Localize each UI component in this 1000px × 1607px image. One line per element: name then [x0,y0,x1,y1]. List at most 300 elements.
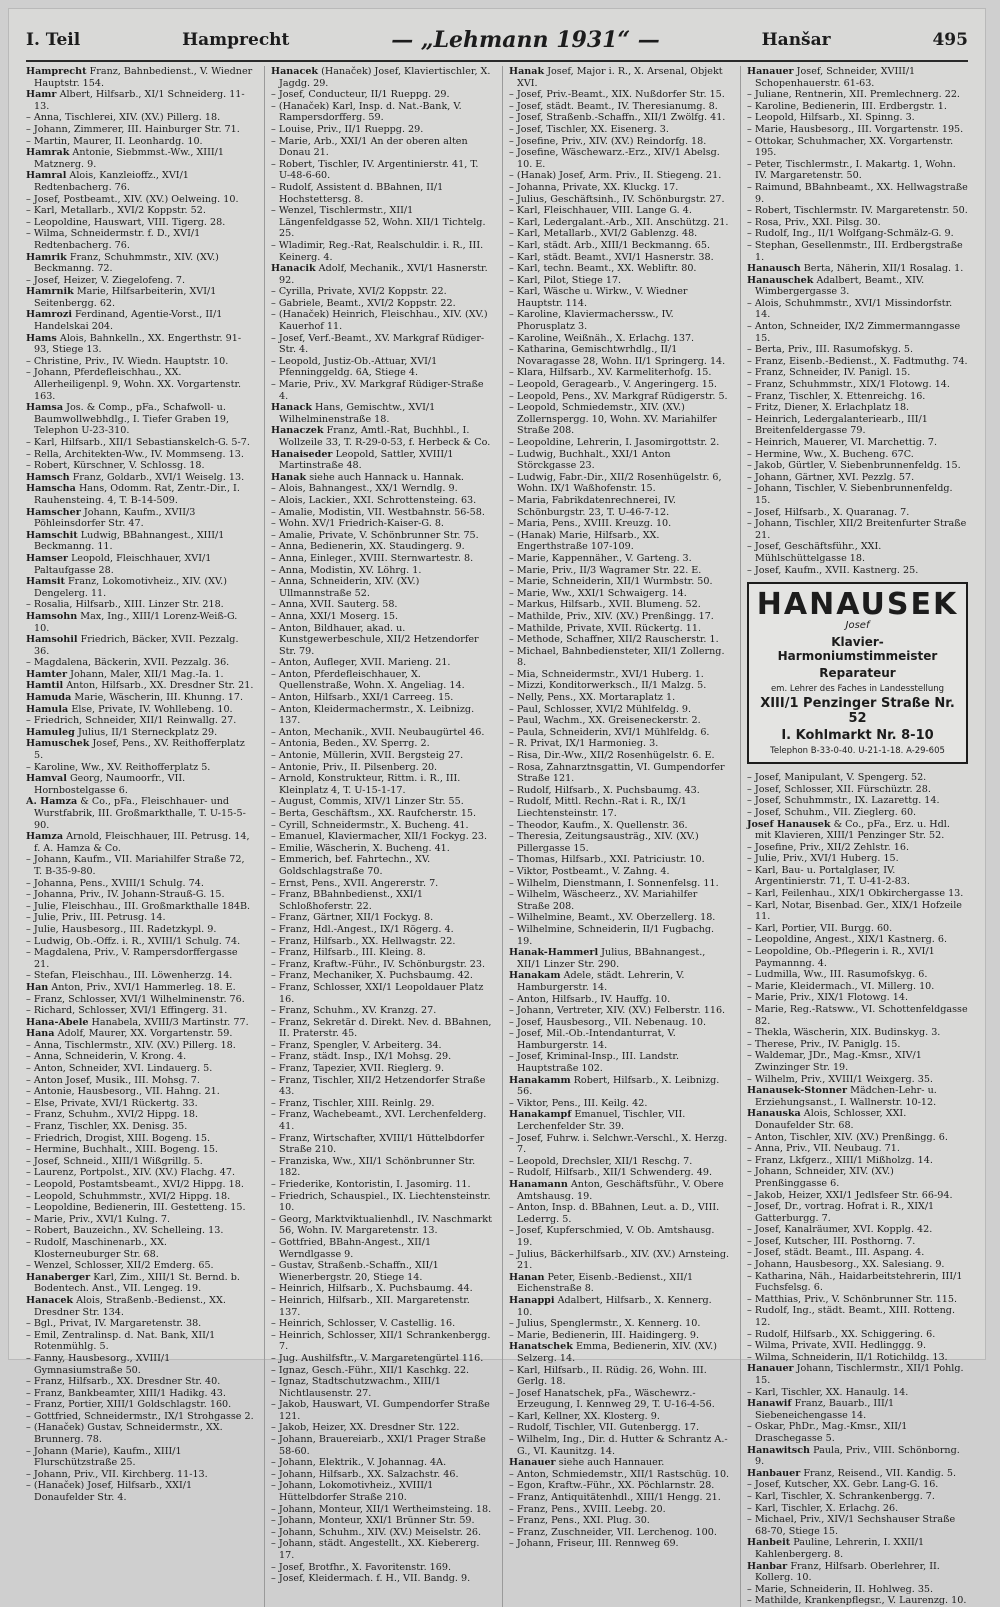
entry-text: – Marie, Bedienerin, III. Haidingerg. 9. [509,1329,700,1341]
entry-surname: Hams [26,332,57,344]
entry-text: Mädchen-Lehr- u. Erziehungsanst., I. Wallnerstr. 10-12. [755,1085,937,1108]
entry-text: – Josef, Schneid., XIII/1 Wißgrillg. 5. [26,1155,203,1167]
directory-entry [747,981,968,993]
directory-entry [271,936,492,948]
entry-text: – Jakob, Hauswart, VI. Gumpendorfer Straße 121. [271,1399,490,1422]
directory-entry [747,1166,968,1189]
directory-entry [509,112,730,124]
entry-text: – Mizzi, Konditorwerksch., II/1 Malzg. 5. [509,680,707,692]
directory-entry [747,992,968,1004]
directory-entry [509,437,730,449]
directory-entry [271,1573,492,1585]
directory-entry [509,565,730,577]
entry-text: Berta, Näherin, XII/1 Rosalag. 1. [803,263,964,275]
directory-entry [747,946,968,969]
entry-surname: Hamrak [26,147,70,159]
entry-text: Alois, Kanzleioffz., XVI/1 Redtenbacherg. 76. [34,170,189,193]
directory-entry [271,472,492,484]
directory-entry [509,495,730,518]
entry-text: – Franz, Schneider, IV. Panigl. 15. [747,367,911,379]
directory-entry [509,994,730,1006]
entry-text: – Josef, Hausbesorg., VII. Nebenaug. 10. [509,1016,707,1028]
directory-entry [509,796,730,819]
directory-entry [509,182,730,194]
entry-text: – Christine, Priv., IV. Wiedn. Hauptstr. 10. [26,355,229,367]
entry-text: – Antonie, Müllerin, XVII. Bergsteig 27. [271,750,464,762]
directory-entry [26,831,254,854]
directory-entry [747,1537,968,1560]
directory-entry [509,623,730,635]
entry-text: – Johann, Gärtner, XVI. Pezzlg. 57. [747,471,915,483]
directory-entry [26,692,254,704]
entry-text: – Robert, Kürschner, V. Schlossg. 18. [26,460,205,472]
entry-text: – Mathilde, Priv., XIV. (XV.) Prenßingg. 17. [509,610,714,622]
directory-entry [271,1318,492,1330]
entry-text: Johann, Kaufm., XVII/3 Pöhleinsdorfer Str. 47. [34,506,196,530]
directory-entry [747,1561,968,1584]
directory-entry [509,1365,730,1388]
entry-text: – Robert, Tischlermstr. IV. Margaretenstr. 50. [747,205,968,217]
directory-entry [26,1202,254,1214]
directory-entry [26,912,254,924]
directory-entry [747,1445,968,1468]
entry-text: Ludwig, BBahnangest., XIII/1 Beckmanng. 11. [34,529,225,553]
entry-surname: Hanauer [509,1457,556,1469]
directory-entry [26,1109,254,1121]
entry-text: – Anna, Modistin, XV. Löhrg. 1. [271,564,422,576]
directory-entry [26,1318,254,1330]
entry-text: – Franz, Sekretär d. Direkt. Nev. d. BBahnen, II. Praterstr. 45. [271,1016,492,1040]
entry-text: – Leopold, Schmiedemstr., XIV. (XV.) Zollernspergg. 10, Wohn. XV. Mariahilfer Straße 208. [509,402,717,437]
entry-text: – Rella, Architekten-Ww., IV. Mommseng. 13. [26,448,244,460]
entry-text: – Johann, Hausbesorg., XX. Salesiang. 9. [747,1259,945,1271]
entry-text: – Leopold, Hilfsarb., XI. Spinng. 3. [747,112,915,124]
directory-entry [509,263,730,275]
entry-text: – Marie, Priv., XVI/1 Kulng. 7. [26,1213,171,1225]
directory-entry [271,1562,492,1574]
entry-text: Else, Private, IV. Wohllebeng. 10. [71,703,233,715]
entry-text: Franz, Hilfsarb. Oberlehrer, II. Kollerg. 10. [755,1560,940,1584]
entry-text: – Anna, XVII. Sauterg. 58. [271,599,398,611]
entry-text: – (Hanak) Josef, Arm. Priv., II. Stiegeng. 21. [509,170,722,182]
entry-text: – Anton, Bildhauer, akad. u. Kunstgewerbeschule, XII/2 Hetzendorfer Str. 79. [271,622,479,657]
entry-text: Paula, Priv., VIII. Schönborng. 9. [755,1444,960,1468]
directory-entry [509,1492,730,1504]
directory-entry [271,1457,492,1469]
entry-text: – Karl, Metallarb., XVI/2 Gablenzg. 48. [509,228,698,240]
entry-text: Anton, Priv., XVI/1 Hammerleg. 18. E. [51,981,236,993]
entry-text: – Gustav, Straßenb.-Schaffn., XII/1 Wienerbergstr. 20, Stiege 14. [271,1260,439,1283]
directory-entry [271,1295,492,1318]
entry-text: – Karl, Ledergalant.-Arb., XII. Anschützg. 21. [509,216,729,228]
entry-text: – Franz, Pens., XVIII. Leebg. 20. [509,1503,666,1515]
entry-text: – Karl, städt. Beamt., XVI/1 Hasnerstr. 38. [509,251,714,263]
directory-entry [509,611,730,623]
directory-entry [271,66,492,89]
directory-entry [747,1595,968,1607]
entry-text: – Josef, Kleidermach. f. H., VII. Bandg. 9. [271,1573,471,1585]
column-1 [26,66,254,1607]
directory-entry [26,402,254,437]
directory-entry [747,101,968,113]
entry-text: – Julie, Fleischhau., III. Großmarkthalle 184B. [26,900,251,912]
directory-entry [747,1271,968,1294]
directory-entry [271,1109,492,1132]
entry-text: – Wenzel, Tischlermstr., XII/1 Längenfeldgasse 52, Wohn. XII/1 Tichtelg. 25. [271,205,486,240]
entry-surname: Hanak [271,471,307,483]
keyword-right: Hanšar [761,30,831,50]
entry-text: – Karl, Wäsche u. Wirkw., V. Wiedner Hauptstr. 114. [509,286,688,309]
entry-surname: Hamprecht [26,66,87,77]
entry-text: – Karl, Hilfsarb., XII/1 Sebastianskelch-G. 5-7. [26,437,250,448]
entry-text: – Josef, Brotfhr., X. Favoritenstr. 169. [271,1561,452,1573]
directory-entry [509,240,730,252]
directory-entry [26,1156,254,1168]
entry-text: – Karoline, Weißnäh., X. Erlachg. 137. [509,332,695,344]
entry-text: – Leopoldine, Bedienerin, III. Gestetteng. 15. [26,1202,246,1214]
directory-entry [26,89,254,112]
entry-text: – Franz, Tapezier, XVII. Rieglerg. 9. [271,1063,445,1075]
entry-text: – Antonie, Hausbesorg., VII. Hahng. 21. [26,1086,220,1098]
entry-text: – Gottfried, BBahn-Angest., XII/1 Werndlgasse 9. [271,1236,432,1260]
entry-text: – Ignaz, Stadtschutzwachm., XIII/1 Nichtlausenstr. 27. [271,1376,441,1399]
directory-entry [509,1017,730,1029]
entry-text: – Karl, Hilfsarb., II. Rüdig. 26, Wohn. III. Gerlg. 18. [509,1364,707,1388]
directory-entry [509,912,730,924]
entry-text: – Josefine, Wäschewarz.-Erz., XIV/1 Abelsg. 10. E. [509,147,720,170]
entry-text: – Wilma, Schneiderin, II/1 Rotichildg. 13. [747,1351,948,1363]
directory-entry [747,356,968,368]
directory-entry [26,112,254,124]
directory-entry [509,727,730,739]
ad-trade-2: Reparateur [819,666,896,681]
directory-entry [26,1086,254,1098]
entry-text: – Johann, Kaufm., VII. Mariahilfer Straße 72, T. B-35-9-80. [26,854,245,877]
entry-text: – Hermine, Buchhalt., XIII. Bogeng. 15. [26,1144,218,1156]
entry-text: Marie, Hilfsarbeiterin, XVI/1 Seitenbergg. 62. [34,286,217,309]
entry-text: – Stefan, Fleischhau., III. Löwenherzg. 14. [26,970,233,982]
directory-entry [509,1167,730,1179]
directory-entry [271,1469,492,1481]
directory-entry [271,669,492,692]
entry-text: – Theodor, Kaufm., X. Quellenstr. 36. [509,819,688,831]
entry-text: – Anna, Tischlerei, XIV. (XV.) Pillerg. 18. [26,112,221,124]
directory-entry [26,472,254,484]
directory-entry [26,704,254,716]
directory-entry [747,1236,968,1248]
directory-entry [26,1469,254,1481]
entry-text: Franz, Bahnbedienst., V. Wiedner Hauptstr. 154. [34,66,253,89]
entry-text: – Heinrich, Hilfsarb., XII. Margaretenstr. 137. [271,1294,470,1318]
entry-text: Alois, Bahnkelln., XX. Engerthstr. 91-93, Stiege 13. [34,332,242,356]
directory-entry [26,762,254,774]
directory-entry [509,367,730,379]
directory-entry [271,704,492,727]
entry-text: Leopold, Fleischhauer, XVI/1 Paltaufgasse 28. [34,552,212,576]
entry-text: Leopold, Sattler, XVIII/1 Martinstraße 48. [279,448,454,472]
directory-entry [509,750,730,762]
entry-text: – Jakob, Heizer, XX. Dresdner Str. 122. [271,1422,460,1434]
directory-entry [747,159,968,182]
directory-entry [271,750,492,762]
entry-surname: Hanack [271,402,312,414]
entry-text: Friedrich, Bäcker, XVII. Pezzalg. 36. [34,634,239,657]
entry-text: – Julius, Geschäftsinh., IV. Schönburgstr. 27. [509,193,725,205]
entry-text: – Johann, Friseur, III. Rennweg 69. [509,1538,679,1550]
directory-entry [509,970,730,993]
directory-page [8,8,986,1607]
entry-text: – Johann, Lokomotivheiz., XVIII/1 Hüttelbdorfer Straße 210. [271,1480,434,1504]
directory-entry [271,379,492,402]
entry-surname: Hanauer [747,1363,794,1375]
directory-entry [26,437,254,449]
directory-entry [747,1387,968,1399]
directory-entry [26,970,254,982]
directory-entry [26,367,254,402]
entry-text: – Katharina, Näh., Haidarbeitstehrerin, III/1 Fuchsfelsg. 6. [747,1270,963,1294]
directory-entry [271,124,492,136]
directory-entry [271,599,492,611]
entry-text: – Johann (Marie), Kaufm., XIII/1 Flurschützstraße 25. [26,1445,182,1469]
directory-entry [26,878,254,890]
entry-surname: Hanawitsch [747,1444,811,1456]
entry-text: – Josef, Kriminal-Insp., III. Landstr. Hauptstraße 102. [509,1051,679,1075]
entry-text: Adalbert, Hilfsarb., X. Kennerg. 10. [517,1294,712,1318]
directory-entry [26,483,254,506]
entry-text: – Anton, Schmiedemstr., XII/1 Rastschüg. 10. [509,1468,730,1480]
page-header [26,20,968,60]
directory-entry [271,483,492,495]
entry-text: – Viktor, Postbeamt., V. Zahng. 4. [509,865,670,877]
directory-entry [26,936,254,948]
directory-entry [747,1421,968,1444]
entry-text: – Richard, Schlosser, XVI/1 Effingerg. 31. [26,1005,228,1017]
directory-entry [747,1050,968,1073]
entry-text: – Karoline, Bedienerin, III. Erdbergstr. 1. [747,100,947,112]
entry-text: – Franz, Tischler, XIII. Reinlg. 29. [271,1097,435,1109]
directory-entry [747,541,968,564]
entry-text: – Johanna, Pens., XVIII/1 Schulg. 74. [26,877,204,889]
entry-text: – Josef, Conducteur, II/1 Rueppg. 29. [271,89,450,101]
entry-text: – Josef, Manipulant, V. Spengerg. 52. [747,772,927,784]
directory-entry [747,1039,968,1051]
directory-entry [271,518,492,530]
entry-text: – Anton Josef, Musik., III. Mohsg. 7. [26,1074,200,1086]
directory-entry [509,634,730,646]
entry-text: – Robert, Bauzeichn., XV. Schelleing. 13. [26,1225,224,1237]
directory-entry [271,1133,492,1156]
entry-text: – Else, Private, XVI/1 Rückertg. 33. [26,1097,198,1109]
directory-entry [747,1491,968,1503]
entry-surname: Hanauschek [747,274,814,286]
directory-entry [271,623,492,658]
entry-text: – Josef, Schlosser, XII. Fürschüztr. 28. [747,783,931,795]
directory-entry [509,1272,730,1295]
entry-text: – Josef, städt. Beamt., IV. Theresianumg. 8. [509,100,718,112]
entry-text: – Leopold, Justiz-Ob.-Attuar, XVI/1 Pfenninggeldg. 6A, Stiege 4. [271,355,438,379]
section-label: I. Teil [26,30,81,50]
directory-entry [271,298,492,310]
entry-text: – Arnold, Konstrukteur, Rittm. i. R., III. Kleinplatz 4, T. U-15-1-17. [271,773,461,796]
entry-text: Peter, Eisenb.-Bedienst., XII/1 Eichenstraße 8. [517,1271,694,1295]
directory-entry [747,772,968,784]
entry-text: – Josef, Fuhrw. i. Selchwr.-Verschl., X. Herzg. 7. [509,1132,728,1156]
entry-text: Adele, städt. Lehrerin, V. Hamburgerstr. 14. [517,970,685,993]
directory-entry [26,1214,254,1226]
directory-entry [271,831,492,843]
entry-text: – Julie, Priv., III. Petrusg. 14. [26,912,166,924]
entry-text: – Franz, Schuhmmstr., XIX/1 Flotowg. 14. [747,379,950,391]
ad-address-2: I. Kohlmarkt Nr. 8-10 [781,728,934,744]
entry-surname: Hanamann [509,1179,568,1190]
entry-text: – Franz, Tischler, XII/2 Hetzendorfer Straße 43. [271,1074,486,1098]
entry-text: – Franz, Schuhm., XV. Kranzg. 27. [271,1005,437,1017]
entry-text: – Franz, Bankbeamter, XIII/1 Hadikg. 43. [26,1387,226,1399]
directory-entry [747,565,968,577]
directory-entry [747,900,968,923]
directory-entry [509,1156,730,1168]
directory-entry [271,101,492,124]
entry-text: – Anton, Pferdefleischhauer, X. Quellenstraße, Wohn. X. Angeliag. 14. [271,668,465,692]
entry-text: – Michael, Bahnbediensteter, XII/1 Zollerng. 8. [509,645,725,669]
entry-text: Anton, Geschäftsführ., V. Obere Amtshausg. 19. [517,1179,724,1202]
entry-text: – Julie, Priv., XVI/1 Huberg. 15. [747,853,899,865]
directory-entry [26,1063,254,1075]
entry-text: – Katharina, Gemischtwrhdlg., II/1 Novaragasse 28, Wohn. II/1 Springerg. 14. [509,344,726,367]
entry-text: – Ottokar, Schuhmacher, XX. Vorgartenstr. 195. [747,135,954,159]
directory-entry [26,796,254,831]
directory-entry [509,286,730,309]
entry-text: – Josef, Kutscher, III. Posthorng. 7. [747,1235,916,1247]
entry-text: – Alois, Schuhmmstr., XVI/1 Missindorfstr. 14. [747,297,953,321]
entry-text: – Franz, Zuschneider, VII. Lerchenog. 100. [509,1526,717,1538]
entry-text: – Josef, Geschäftsführ., XXI. Mühlschüttelgasse 18. [747,541,882,564]
entry-surname: Hanausek-Stonner [747,1085,848,1097]
header-rule [26,60,968,62]
entry-text: Josef, Pens., XV. Reithofferplatz 5. [34,738,245,762]
entry-text: – Josef, städt. Beamt., III. Aspang. 4. [747,1247,925,1259]
entry-text: Franz, Goldarb., XVI/1 Weiselg. 13. [72,471,245,483]
entry-text: – Marie, Priv., XV. Markgraf Rüdiger-Straße 4. [271,379,484,402]
directory-entry [26,252,254,275]
entry-text: – Rudolf, Hilfsarb., X. Puchsbaumg. 43. [509,784,700,796]
entry-text: – Leopold, Drechsler, XII/1 Reschg. 7. [509,1155,693,1167]
directory-entry [747,414,968,437]
directory-entry [509,553,730,565]
directory-entry [747,1247,968,1259]
entry-surname: Hamval [26,773,67,785]
directory-entry [747,784,968,796]
entry-text: – Franz, BBahnbedienst., XXI/1 Schloßhoferstr. 22. [271,889,423,912]
directory-entry [271,1063,492,1075]
directory-entry [26,947,254,970]
directory-entry [509,518,730,530]
entry-text: – Emanuel, Klaviermacher, XII/1 Fockyg. 23. [271,831,488,843]
entry-text: – Friedrich, Schauspiel., IX. Liechtensteinstr. 10. [271,1190,491,1214]
directory-entry [747,124,968,136]
entry-text: – Franz, Hilfsarb., XX. Hellwagstr. 22. [271,935,456,947]
directory-entry [271,1376,492,1399]
directory-entry [271,843,492,855]
entry-text: – Emil, Zentralinsp. d. Nat. Bank, XII/1 Rotenmühlg. 5. [26,1329,216,1353]
directory-entry [747,934,968,946]
entry-text: – Viktor, Pens., III. Keilg. 42. [509,1097,648,1109]
entry-text: – Karl, Kellner, XX. Klosterg. 9. [509,1410,660,1422]
entry-text: – Paul, Wachm., XX. Greiseneckerstr. 2. [509,715,701,727]
entry-text: – Josef, Heizer, V. Ziegelofeng. 7. [26,274,186,286]
entry-text: – Alois, Lackier., XXI. Schrottensteing. 63. [271,494,477,506]
entry-text: – Paula, Schneiderin, XVI/1 Mühlfeldg. 6. [509,726,710,738]
directory-entry [509,1434,730,1457]
entry-text: – Johann, Vertreter, XIV. (XV.) Felberstr. 116. [509,1005,726,1017]
entry-text: – Ludwig, Buchhalt., XXI/1 Anton Störckgasse 23. [509,448,671,472]
directory-entry [271,692,492,704]
directory-entry [509,124,730,136]
directory-entry [747,518,968,541]
directory-entry [509,1388,730,1411]
directory-entry [747,66,968,89]
directory-entry [26,727,254,739]
entry-text: – Berta, Geschäftsm., XX. Raufcherstr. 15. [271,808,477,819]
directory-entry [26,507,254,530]
entry-text: – Wenzel, Schlosser, XII/2 Emderg. 65. [26,1260,214,1272]
directory-entry [509,588,730,600]
directory-entry [747,1584,968,1596]
entry-text: – Johann, Monteur, XXI/1 Brünner Str. 59. [271,1515,475,1527]
entry-text: – Karl, Metallarb., XVI/2 Koppstr. 52. [26,205,206,217]
directory-entry [747,1259,968,1271]
directory-entry [271,796,492,808]
directory-entry [509,866,730,878]
entry-text: – Franz, Spengler, V. Arbeiterg. 34. [271,1039,442,1051]
entry-text: – Franz, Hdl.-Angest., IX/1 Rögerg. 4. [271,923,454,935]
directory-entry [747,923,968,935]
entry-text: – Karl, Notar, Bisenbad. Ger., XIX/1 Hofzeile 11. [747,899,962,923]
entry-text: – Leopoldine, Angest., XIX/1 Kastnerg. 6. [747,934,948,946]
entry-text: – Johann, Tischler, XII/2 Breitenfurter Straße 21. [747,518,967,541]
entry-surname: Hamter [26,668,68,680]
directory-entry [747,1363,968,1386]
entry-text: – Ludwig, Ob.-Offz. i. R., XVIII/1 Schulg. 74. [26,935,241,947]
entry-text: Anton, Hilfsarb., XX. Dresdner Str. 21. [66,680,254,692]
directory-entry [747,1155,968,1167]
directory-entry [509,831,730,854]
entry-text: – Anton, Hilfsarb., IV. Hauffg. 10. [509,993,671,1005]
entry-text: – Franz, Schuhm., XVI/2 Hippg. 18. [26,1109,199,1121]
entry-text: – Wilma, Schneidermstr. f. D., XVI/1 Redtenbacherg. 76. [26,228,201,251]
directory-entry [509,275,730,287]
directory-entry [509,1075,730,1098]
directory-entry [26,901,254,913]
directory-entry [747,321,968,344]
directory-entry [271,1191,492,1214]
entry-text: – Anton, Hilfsarb., XXI/1 Carreeg. 15. [271,692,454,704]
directory-entry [509,1469,730,1481]
entry-text: (Hanaček) Josef, Klaviertischler, X. Jagdg. 29. [279,66,491,89]
directory-entry [747,1085,968,1108]
directory-entry [26,1075,254,1087]
entry-surname: Hamschit [26,529,78,541]
entry-text: – Rosalia, Hilfsarb., XIII. Linzer Str. 218. [26,599,224,611]
directory-entry [509,1515,730,1527]
entry-text: – Julius, Spenglermstr., X. Kennerg. 10. [509,1318,701,1330]
directory-entry [271,182,492,205]
entry-text: – Wohn. XV/1 Friedrich-Kaiser-G. 8. [271,518,444,530]
entry-text: – Heinrich, Ledergalanteriearb., III/1 Breitenfeldergasse 79. [747,413,928,437]
entry-text: – Leopold, Postamtsbeamt., XVI/2 Hippg. 18. [26,1179,244,1190]
entry-text: – August, Commis, XIV/1 Linzer Str. 55. [271,796,464,808]
directory-entry [509,599,730,611]
